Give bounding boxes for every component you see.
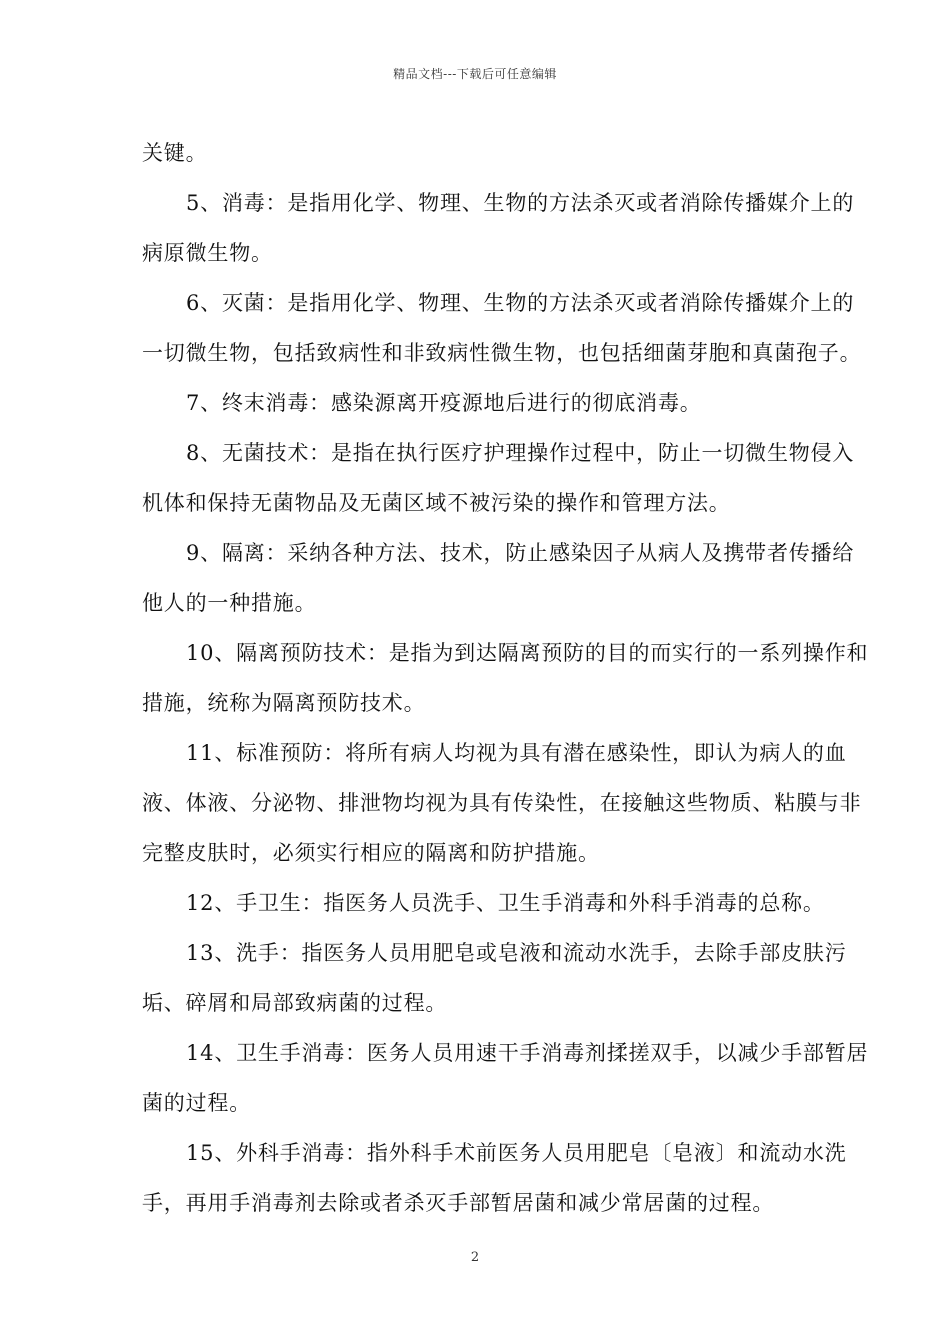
paragraph-disinfection: 5、消毒：是指用化学、物理、生物的方法杀灭或者消除传播媒介上的病原微生物。 [142,191,855,265]
page-header: 精品文档---下载后可任意编辑 [393,67,557,81]
paragraph-aseptic-technique: 8、无菌技术：是指在执行医疗护理操作过程中，防止一切微生物侵入机体和保持无菌物品及无菌区域不被污染的操作和管理方法。 [142,441,855,515]
paragraph-continuation: 关键。 [142,141,208,165]
page-number: 2 [470,1250,480,1265]
paragraph-terminal-disinfection: 7、终末消毒：感染源离开疫源地后进行的彻底消毒。 [186,391,702,415]
paragraph-sterilization: 6、灭菌：是指用化学、物理、生物的方法杀灭或者消除传播媒介上的一切微生物，包括致病性和非致病性微生物，也包括细菌芽胞和真菌孢子。 [142,291,862,365]
paragraph-isolation-prevention: 10、隔离预防技术：是指为到达隔离预防的目的而实行的一系列操作和措施，统称为隔离预防技术。 [142,641,869,715]
paragraph-hand-washing: 13、洗手：指医务人员用肥皂或皂液和流动水洗手，去除手部皮肤污垢、碎屑和局部致病菌的过程。 [142,941,847,1015]
paragraph-isolation: 9、隔离：采纳各种方法、技术，防止感染因子从病人及携带者传播给他人的一种措施。 [142,541,855,615]
paragraph-standard-prevention: 11、标准预防：将所有病人均视为具有潜在感染性，即认为病人的血液、体液、分泌物、排泄物均视为具有传染性，在接触这些物质、粘膜与非完整皮肤时，必须实行相应的隔离和防护措施。 [142,741,862,865]
paragraph-hygienic-hand-disinfection: 14、卫生手消毒：医务人员用速干手消毒剂揉搓双手，以减少手部暂居菌的过程。 [142,1041,869,1115]
document-body [142,128,872,1228]
paragraph-hand-hygiene: 12、手卫生：指医务人员洗手、卫生手消毒和外科手消毒的总称。 [186,891,825,915]
paragraph-surgical-hand-disinfection: 15、外科手消毒：指外科手术前医务人员用肥皂〔皂液〕和流动水洗手，再用手消毒剂去除或者杀灭手部暂居菌和减少常居菌的过程。 [142,1141,847,1215]
